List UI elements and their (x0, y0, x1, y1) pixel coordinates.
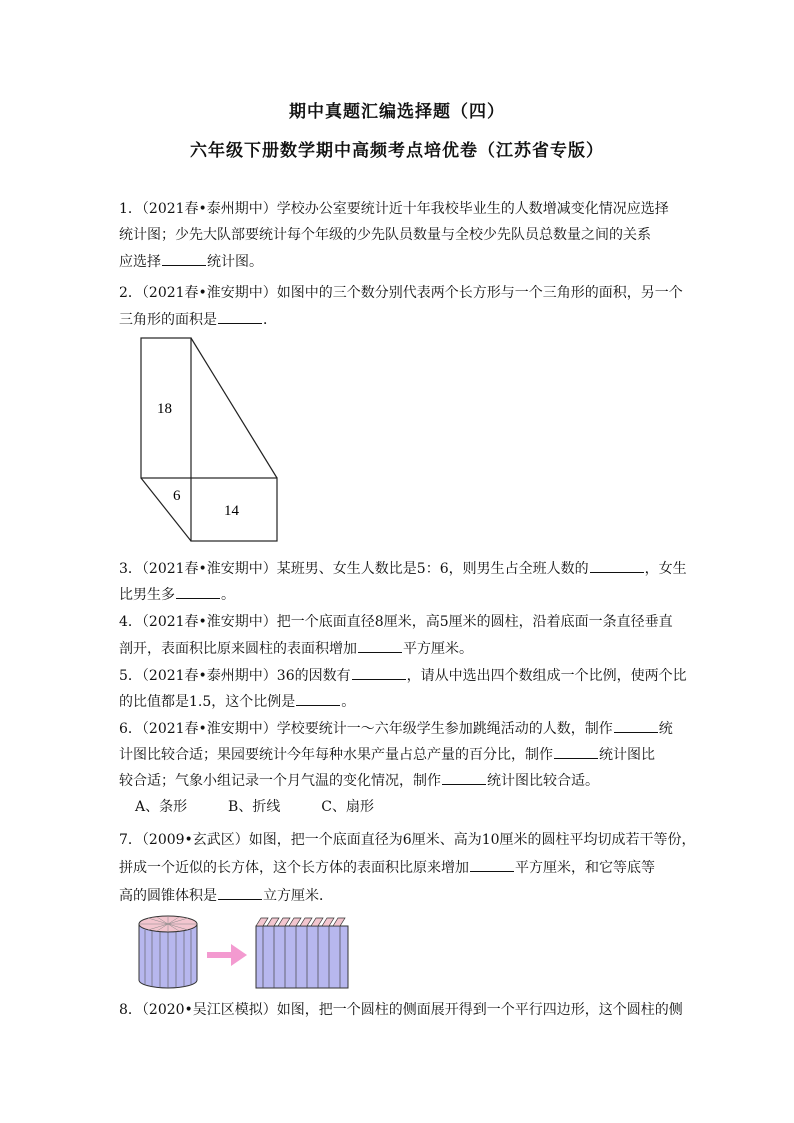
q6-line3: 较合适；气象小组记录一个月气温的变化情况，制作 统计图比较合适。 (119, 770, 599, 791)
approximate-cuboid (256, 918, 348, 988)
q8-line1: 8．（2020•吴江区模拟）如图，把一个圆柱的侧面展开得到一个平行四边形，这个圆柱的侧 (119, 1002, 683, 1018)
rectangles-triangles-figure (135, 334, 285, 546)
answer-blank[interactable] (614, 718, 658, 733)
q3-line2: 比男生多 。 (119, 584, 235, 605)
answer-blank[interactable] (358, 638, 402, 653)
q7-line3: 高的圆锥体积是 立方厘米． (119, 885, 333, 906)
document-subtitle: 六年级下册数学期中高频考点培优卷（江苏省专版） (190, 141, 604, 161)
q4-line1: 4．（2021春•淮安期中）把一个底面直径8厘米，高5厘米的圆柱，沿着底面一条直径垂直 (119, 614, 673, 630)
triangle-6-edge (141, 478, 191, 541)
q6-line1: 6．（2021春•淮安期中）学校要统计一～六年级学生参加跳绳活动的人数，制作 统 (119, 718, 673, 739)
answer-blank[interactable] (590, 558, 644, 573)
q3-line1: 3．（2021春•淮安期中）某班男、女生人数比是5：6，则男生占全班人数的 ，女生 (119, 558, 687, 579)
cylinder (139, 916, 197, 988)
answer-blank[interactable] (218, 885, 262, 900)
figure-number-6: 6 (173, 488, 181, 504)
figure-number-18: 18 (157, 401, 172, 417)
figure-number-14: 14 (224, 503, 239, 519)
answer-blank[interactable] (176, 584, 220, 599)
q2-line1: 2．（2021春•淮安期中）如图中的三个数分别代表两个长方形与一个三角形的面积，另一个 (119, 285, 683, 301)
option-c[interactable]: C、扇形 (321, 799, 374, 815)
cylinder-to-cuboid-figure (135, 912, 355, 992)
triangle-edge (191, 338, 277, 478)
q1-line3: 应选择 统计图。 (119, 251, 263, 272)
q7-line2: 拼成一个近似的长方体，这个长方体的表面积比原来增加 平方厘米，和它等底等 (119, 857, 655, 878)
option-b[interactable]: B、折线 (228, 799, 281, 815)
document-title: 期中真题汇编选择题（四） (289, 102, 505, 122)
answer-blank[interactable] (218, 309, 262, 324)
transform-arrow (207, 944, 247, 966)
q2-line2: 三角形的面积是 ． (119, 309, 277, 330)
answer-blank[interactable] (162, 251, 206, 266)
answer-blank[interactable] (554, 744, 598, 759)
option-a[interactable]: A、条形 (135, 799, 188, 815)
q1-line2: 统计图；少先大队部要统计每个年级的少先队员数量与全校少先队员总数量之间的关系 (119, 227, 651, 243)
answer-blank[interactable] (470, 857, 514, 872)
q6-options (135, 797, 374, 817)
answer-blank[interactable] (352, 665, 406, 680)
q1-line1: 1．（2021春•泰州期中）学校办公室要统计近十年我校毕业生的人数增减变化情况应选择 (119, 201, 669, 217)
q6-line2: 计图比较合适；果园要统计今年每种水果产量占总产量的百分比，制作 统计图比 (119, 744, 655, 765)
q4-line2: 剖开，表面积比原来圆柱的表面积增加 平方厘米。 (119, 638, 473, 659)
answer-blank[interactable] (442, 770, 486, 785)
q5-line1: 5．（2021春•泰州期中）36的因数有 ，请从中选出四个数组成一个比例，使两个比 (119, 665, 687, 686)
q5-line2: 的比值都是1.5，这个比例是 。 (119, 691, 355, 712)
q7-line1: 7．（2009•玄武区）如图，把一个底面直径为6厘米、高为10厘米的圆柱平均切成若干等份， (119, 832, 696, 848)
answer-blank[interactable] (296, 691, 340, 706)
